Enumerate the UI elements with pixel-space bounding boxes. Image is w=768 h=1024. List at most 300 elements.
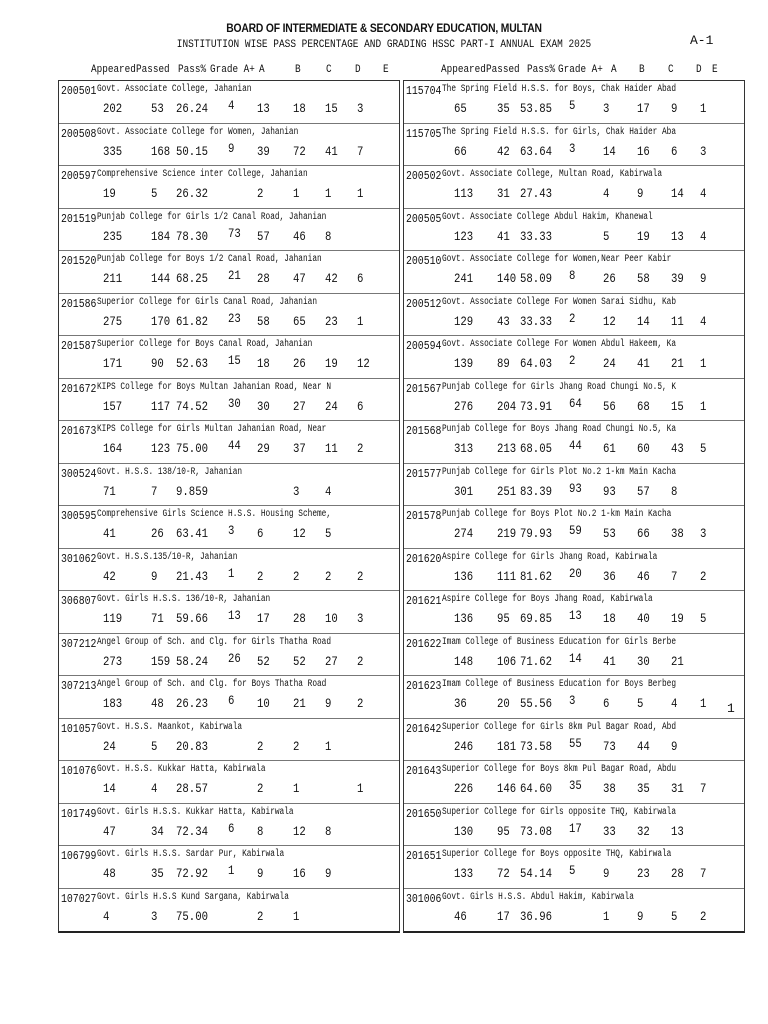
value-appeared: 24 (103, 738, 116, 754)
institution-name: Superior College for Girls opposite THQ, Kabirwala (442, 806, 677, 818)
value-appeared: 47 (103, 823, 116, 839)
value-d: 4 (700, 228, 707, 244)
value-pct: 83.39 (520, 483, 552, 499)
value-c: 23 (325, 313, 338, 329)
value-b: 32 (637, 823, 650, 839)
value-aplus: 21 (228, 268, 241, 283)
value-b: 16 (637, 143, 650, 159)
value-pct: 33.33 (520, 313, 552, 329)
institution-name: Angel Group of Sch. and Clg. for Boys Thatha Road (97, 679, 327, 690)
value-d: 3 (700, 143, 707, 159)
value-aplus: 2 (569, 353, 576, 368)
value-c: 4 (671, 696, 678, 711)
value-a: 24 (603, 356, 616, 371)
value-a: 13 (257, 101, 270, 116)
records-box-left (58, 80, 400, 933)
value-d: 1 (357, 781, 364, 796)
value-aplus: 13 (569, 608, 582, 623)
value-appeared: 276 (454, 398, 474, 414)
value-c: 11 (325, 441, 338, 456)
value-appeared: 4 (103, 908, 110, 924)
value-d: 1 (700, 398, 707, 414)
value-c: 1 (325, 738, 332, 754)
institution-name: Govt. Girls H.S.S. Kukkar Hatta, Kabirwala (97, 806, 294, 818)
value-c: 13 (671, 823, 684, 839)
institution-record (404, 166, 744, 209)
institution-record (404, 421, 744, 464)
value-passed: 219 (497, 526, 517, 541)
value-a: 2 (257, 568, 264, 584)
value-appeared: 274 (454, 526, 474, 541)
institution-name: Aspire College for Girls Jhang Road, Kabirwala (442, 551, 658, 563)
institution-name: Govt. Associate College for Women,Near Peer Kabir (442, 254, 672, 265)
value-a: 52 (257, 653, 270, 669)
value-appeared: 171 (103, 356, 123, 371)
value-b: 23 (637, 866, 650, 881)
value-a: 61 (603, 441, 616, 456)
institution-record (404, 846, 744, 889)
value-aplus: 1 (228, 565, 235, 581)
value-appeared: 136 (454, 611, 474, 626)
institution-record (59, 634, 399, 677)
value-passed: 184 (151, 228, 171, 244)
value-c: 1 (325, 186, 332, 201)
value-passed: 26 (151, 526, 164, 541)
institution-record (59, 464, 399, 507)
value-pct: 27.43 (520, 186, 552, 201)
header-passed: Passed (136, 64, 170, 76)
value-a: 93 (603, 483, 616, 499)
value-passed: 89 (497, 356, 510, 371)
value-c: 39 (671, 271, 684, 286)
value-d: 3 (357, 611, 364, 626)
value-c: 2 (325, 568, 332, 584)
value-d: 5 (700, 441, 707, 456)
institution-name: Govt. H.S.S. 138/10-R, Jahanian (97, 466, 243, 478)
value-appeared: 71 (103, 483, 116, 499)
institution-record (59, 846, 399, 889)
value-appeared: 313 (454, 441, 474, 456)
institution-record (59, 294, 399, 337)
value-appeared: 19 (103, 186, 116, 201)
value-appeared: 130 (454, 823, 474, 839)
value-appeared: 335 (103, 143, 123, 159)
header-grade-c: C (668, 64, 674, 76)
value-a: 18 (603, 611, 616, 626)
institution-name: Punjab College for Boys Plot No.2 1-km Main Kacha (442, 509, 672, 520)
value-appeared: 46 (454, 908, 467, 924)
institution-record (59, 549, 399, 592)
value-aplus: 26 (228, 650, 241, 666)
institution-name: The Spring Field H.S.S. for Girls, Chak Haider Aba (442, 126, 677, 138)
header-grade-e: E (712, 64, 718, 76)
value-d: 9 (700, 271, 707, 286)
value-aplus: 30 (228, 395, 241, 411)
institution-name: Govt. Associate College, Jahanian (97, 84, 252, 95)
institution-record (59, 591, 399, 634)
institution-name: Angel Group of Sch. and Clg. for Girls Thatha Road (97, 636, 332, 648)
value-b: 26 (293, 356, 306, 371)
value-passed: 48 (151, 696, 164, 711)
value-c: 43 (671, 441, 684, 456)
value-b: 65 (293, 313, 306, 329)
value-appeared: 14 (103, 781, 116, 796)
value-passed: 146 (497, 781, 517, 796)
institution-name: Punjab College for Girls Plot No.2 1-km Main Kacha (442, 466, 677, 478)
value-passed: 17 (497, 908, 510, 924)
value-pct: 73.91 (520, 398, 552, 414)
value-pct: 58.24 (176, 653, 208, 669)
institution-code: 200505 (406, 211, 442, 226)
value-b: 1 (293, 908, 300, 924)
header-grade-c: C (326, 64, 332, 76)
value-b: 21 (293, 696, 306, 711)
value-pct: 68.25 (176, 271, 208, 286)
value-passed: 106 (497, 653, 517, 669)
institution-record (59, 251, 399, 294)
value-passed: 71 (151, 611, 164, 626)
value-a: 58 (257, 313, 270, 329)
column-header-right (403, 62, 768, 80)
value-d: 1 (357, 186, 364, 201)
value-appeared: 123 (454, 228, 474, 244)
institution-code: 201651 (406, 849, 442, 863)
institution-record (59, 209, 399, 252)
value-a: 2 (257, 781, 264, 796)
value-a: 1 (603, 908, 610, 924)
records-box-right (403, 80, 745, 933)
value-d: 3 (357, 101, 364, 116)
value-passed: 7 (151, 483, 158, 499)
value-d: 2 (357, 441, 364, 456)
value-pct: 75.00 (176, 441, 208, 456)
value-pct: 75.00 (176, 908, 208, 924)
value-a: 57 (257, 228, 270, 244)
value-b: 66 (637, 526, 650, 541)
institution-code: 201520 (61, 254, 97, 268)
institution-code: 201567 (406, 381, 442, 396)
value-appeared: 157 (103, 398, 123, 414)
value-a: 38 (603, 781, 616, 796)
value-b: 68 (637, 398, 650, 414)
institution-code: 307213 (61, 679, 97, 693)
institution-code: 200512 (406, 296, 442, 311)
value-pct: 68.05 (520, 441, 552, 456)
institution-code: 106799 (61, 849, 97, 863)
institution-code: 201519 (61, 211, 97, 226)
value-d: 7 (700, 866, 707, 881)
institution-record (59, 336, 399, 379)
value-aplus: 6 (228, 820, 235, 836)
value-passed: 95 (497, 823, 510, 839)
value-b: 18 (293, 101, 306, 116)
value-appeared: 211 (103, 271, 123, 286)
value-pct: 69.85 (520, 611, 552, 626)
institution-name: Superior College for Boys Canal Road, Jahanian (97, 339, 313, 350)
value-pct: 79.93 (520, 526, 552, 541)
institution-code: 201673 (61, 424, 97, 438)
value-c: 8 (671, 483, 678, 499)
institution-code: 200597 (61, 169, 97, 183)
institution-code: 200510 (406, 254, 442, 268)
institution-record (404, 336, 744, 379)
header-grade-aplus: Grade A+ (558, 64, 603, 76)
value-appeared: 139 (454, 356, 474, 371)
value-c: 4 (325, 483, 332, 499)
value-pct: 63.64 (520, 143, 552, 159)
header-grade-b: B (295, 64, 301, 76)
value-b: 2 (293, 738, 300, 754)
value-d: 4 (700, 313, 707, 329)
stray-mark: 1 (727, 701, 735, 716)
value-aplus: 8 (569, 268, 576, 283)
value-b: 3 (293, 483, 300, 499)
value-b: 12 (293, 823, 306, 839)
value-pct: 53.85 (520, 101, 552, 116)
value-c: 15 (671, 398, 684, 414)
value-passed: 95 (497, 611, 510, 626)
institution-code: 201621 (406, 594, 442, 608)
value-pct: 20.83 (176, 738, 208, 754)
institution-code: 200594 (406, 339, 442, 353)
value-passed: 181 (497, 738, 517, 754)
institution-name: Govt. H.S.S. Kukkar Hatta, Kabirwala (97, 764, 266, 775)
institution-name: KIPS College for Girls Multan Jahanian Road, Near (97, 424, 327, 435)
value-a: 29 (257, 441, 270, 456)
value-pct: 26.24 (176, 101, 208, 116)
institution-name: Govt. Associate College For Women Abdul Hakeem, Ka (442, 339, 677, 350)
value-d: 1 (357, 313, 364, 329)
value-c: 27 (325, 653, 338, 669)
value-b: 1 (293, 781, 300, 796)
value-b: 58 (637, 271, 650, 286)
institution-code: 307212 (61, 636, 97, 651)
value-b: 44 (637, 738, 650, 754)
value-a: 10 (257, 696, 270, 711)
header-grade-b: B (639, 64, 645, 76)
value-pct: 74.52 (176, 398, 208, 414)
value-aplus: 2 (569, 310, 576, 326)
value-c: 5 (325, 526, 332, 541)
institution-name: Govt. Girls H.S.S Kund Sargana, Kabirwala (97, 891, 289, 903)
value-aplus: 59 (569, 523, 582, 538)
value-passed: 41 (497, 228, 510, 244)
value-a: 6 (257, 526, 264, 541)
value-pct: 64.60 (520, 781, 552, 796)
value-appeared: 241 (454, 271, 474, 286)
value-pct: 55.56 (520, 696, 552, 711)
value-a: 41 (603, 653, 616, 669)
value-aplus: 15 (228, 353, 241, 368)
value-passed: 251 (497, 483, 517, 499)
institution-name: Govt. H.S.S.135/10-R, Jahanian (97, 551, 238, 563)
institution-name: Punjab College for Boys 1/2 Canal Road, Jahanian (97, 254, 322, 265)
value-pct: 73.58 (520, 738, 552, 754)
value-passed: 159 (151, 653, 171, 669)
institution-name: Superior College for Girls Canal Road, Jahanian (97, 296, 317, 308)
value-c: 9 (325, 866, 332, 881)
value-c: 15 (325, 101, 338, 116)
value-a: 39 (257, 143, 270, 159)
value-appeared: 48 (103, 866, 116, 881)
value-appeared: 41 (103, 526, 116, 541)
value-appeared: 183 (103, 696, 123, 711)
institution-name: Govt. Girls H.S.S. Sardar Pur, Kabirwala (97, 849, 285, 860)
value-d: 2 (700, 568, 707, 584)
header-appeared: Appeared (91, 64, 136, 76)
header-grade-aplus: Grade A+ (210, 64, 255, 76)
value-a: 56 (603, 398, 616, 414)
value-b: 19 (637, 228, 650, 244)
institution-code: 301062 (61, 551, 97, 566)
value-aplus: 55 (569, 735, 582, 751)
value-passed: 170 (151, 313, 171, 329)
value-aplus: 6 (228, 693, 235, 708)
value-b: 30 (637, 653, 650, 669)
value-c: 19 (325, 356, 338, 371)
institution-name: KIPS College for Boys Multan Jahanian Road, Near N (97, 381, 332, 393)
value-c: 5 (671, 908, 678, 924)
page-title: BOARD OF INTERMEDIATE & SECONDARY EDUCATION, MULTAN (226, 21, 542, 35)
header-passed: Passed (486, 64, 520, 76)
value-a: 73 (603, 738, 616, 754)
value-aplus: 93 (569, 480, 582, 496)
institution-code: 201586 (61, 296, 97, 311)
value-c: 21 (671, 653, 684, 669)
value-appeared: 65 (454, 101, 467, 116)
value-passed: 5 (151, 186, 158, 201)
value-a: 30 (257, 398, 270, 414)
value-b: 72 (293, 143, 306, 159)
institution-record (59, 166, 399, 209)
value-a: 8 (257, 823, 264, 839)
institution-name: Superior College for Boys opposite THQ, Kabirwala (442, 849, 672, 860)
value-appeared: 42 (103, 568, 116, 584)
value-d: 7 (700, 781, 707, 796)
value-aplus: 5 (569, 98, 576, 113)
institution-name: Punjab College for Boys Jhang Road Chungi No.5, Ka (442, 424, 677, 435)
value-pct: 78.30 (176, 228, 208, 244)
institution-name: Imam College of Business Education for Girls Berbe (442, 636, 677, 648)
value-b: 37 (293, 441, 306, 456)
value-a: 26 (603, 271, 616, 286)
value-aplus: 5 (569, 863, 576, 878)
value-pct: 26.23 (176, 696, 208, 711)
value-pct: 72.34 (176, 823, 208, 839)
header-grade-d: D (696, 64, 702, 76)
institution-code: 201623 (406, 679, 442, 693)
institution-record (59, 81, 399, 124)
value-pct: 81.62 (520, 568, 552, 584)
value-a: 18 (257, 356, 270, 371)
institution-code: 306807 (61, 594, 97, 608)
value-b: 9 (637, 908, 644, 924)
value-d: 2 (700, 908, 707, 924)
value-aplus: 14 (569, 650, 582, 666)
value-c: 9 (671, 101, 678, 116)
institution-name: Comprehensive Science inter College, Jahanian (97, 169, 308, 180)
value-a: 17 (257, 611, 270, 626)
institution-code: 107027 (61, 891, 97, 906)
header-grade-d: D (355, 64, 361, 76)
institution-record (404, 634, 744, 677)
institution-record (404, 676, 744, 719)
value-pct: 9.859 (176, 483, 208, 499)
value-aplus: 3 (569, 140, 576, 156)
value-d: 1 (700, 356, 707, 371)
value-c: 19 (671, 611, 684, 626)
value-c: 7 (671, 568, 678, 584)
value-b: 16 (293, 866, 306, 881)
institution-code: 201622 (406, 636, 442, 651)
value-c: 8 (325, 228, 332, 244)
value-appeared: 119 (103, 611, 123, 626)
institution-record (404, 549, 744, 592)
institution-code: 201672 (61, 381, 97, 396)
institution-name: Comprehensive Girls Science H.S.S. Housing Scheme, (97, 509, 332, 520)
value-b: 27 (293, 398, 306, 414)
value-c: 38 (671, 526, 684, 541)
value-a: 6 (603, 696, 610, 711)
institution-name: Punjab College for Girls 1/2 Canal Road, Jahanian (97, 211, 327, 223)
value-pct: 72.92 (176, 866, 208, 881)
institution-record (404, 506, 744, 549)
value-appeared: 66 (454, 143, 467, 159)
value-d: 7 (357, 143, 364, 159)
value-c: 6 (671, 143, 678, 159)
value-pct: 33.33 (520, 228, 552, 244)
institution-record (59, 379, 399, 422)
value-aplus: 20 (569, 565, 582, 581)
value-pct: 28.57 (176, 781, 208, 796)
value-passed: 168 (151, 143, 171, 159)
institution-record (404, 719, 744, 762)
value-a: 12 (603, 313, 616, 329)
value-pct: 64.03 (520, 356, 552, 371)
institution-code: 200502 (406, 169, 442, 183)
value-passed: 204 (497, 398, 517, 414)
value-appeared: 275 (103, 313, 123, 329)
institution-name: Punjab College for Girls Jhang Road Chungi No.5, K (442, 381, 677, 393)
institution-code: 101076 (61, 764, 97, 778)
value-passed: 9 (151, 568, 158, 584)
page-code: A-1 (690, 33, 714, 48)
value-appeared: 301 (454, 483, 474, 499)
value-passed: 53 (151, 101, 164, 116)
institution-name: Govt. Girls H.S.S. 136/10-R, Jahanian (97, 594, 271, 605)
value-passed: 35 (497, 101, 510, 116)
value-a: 9 (603, 866, 610, 881)
institution-record (404, 251, 744, 294)
header-appeared: Appeared (441, 64, 486, 76)
value-passed: 90 (151, 356, 164, 371)
value-b: 28 (293, 611, 306, 626)
value-appeared: 136 (454, 568, 474, 584)
institution-name: Superior College for Girls 8km Pul Bagar Road, Abd (442, 721, 677, 733)
institution-record (59, 889, 399, 932)
institution-code: 201587 (61, 339, 97, 353)
value-passed: 213 (497, 441, 517, 456)
value-pct: 21.43 (176, 568, 208, 584)
value-aplus: 4 (228, 98, 235, 113)
institution-code: 200508 (61, 126, 97, 141)
value-passed: 5 (151, 738, 158, 754)
institution-name: Govt. Associate College, Multan Road, Kabirwala (442, 169, 662, 180)
value-appeared: 202 (103, 101, 123, 116)
value-passed: 4 (151, 781, 158, 796)
value-pct: 73.08 (520, 823, 552, 839)
institution-name: Govt. Associate College For Women Sarai Sidhu, Kab (442, 296, 677, 308)
